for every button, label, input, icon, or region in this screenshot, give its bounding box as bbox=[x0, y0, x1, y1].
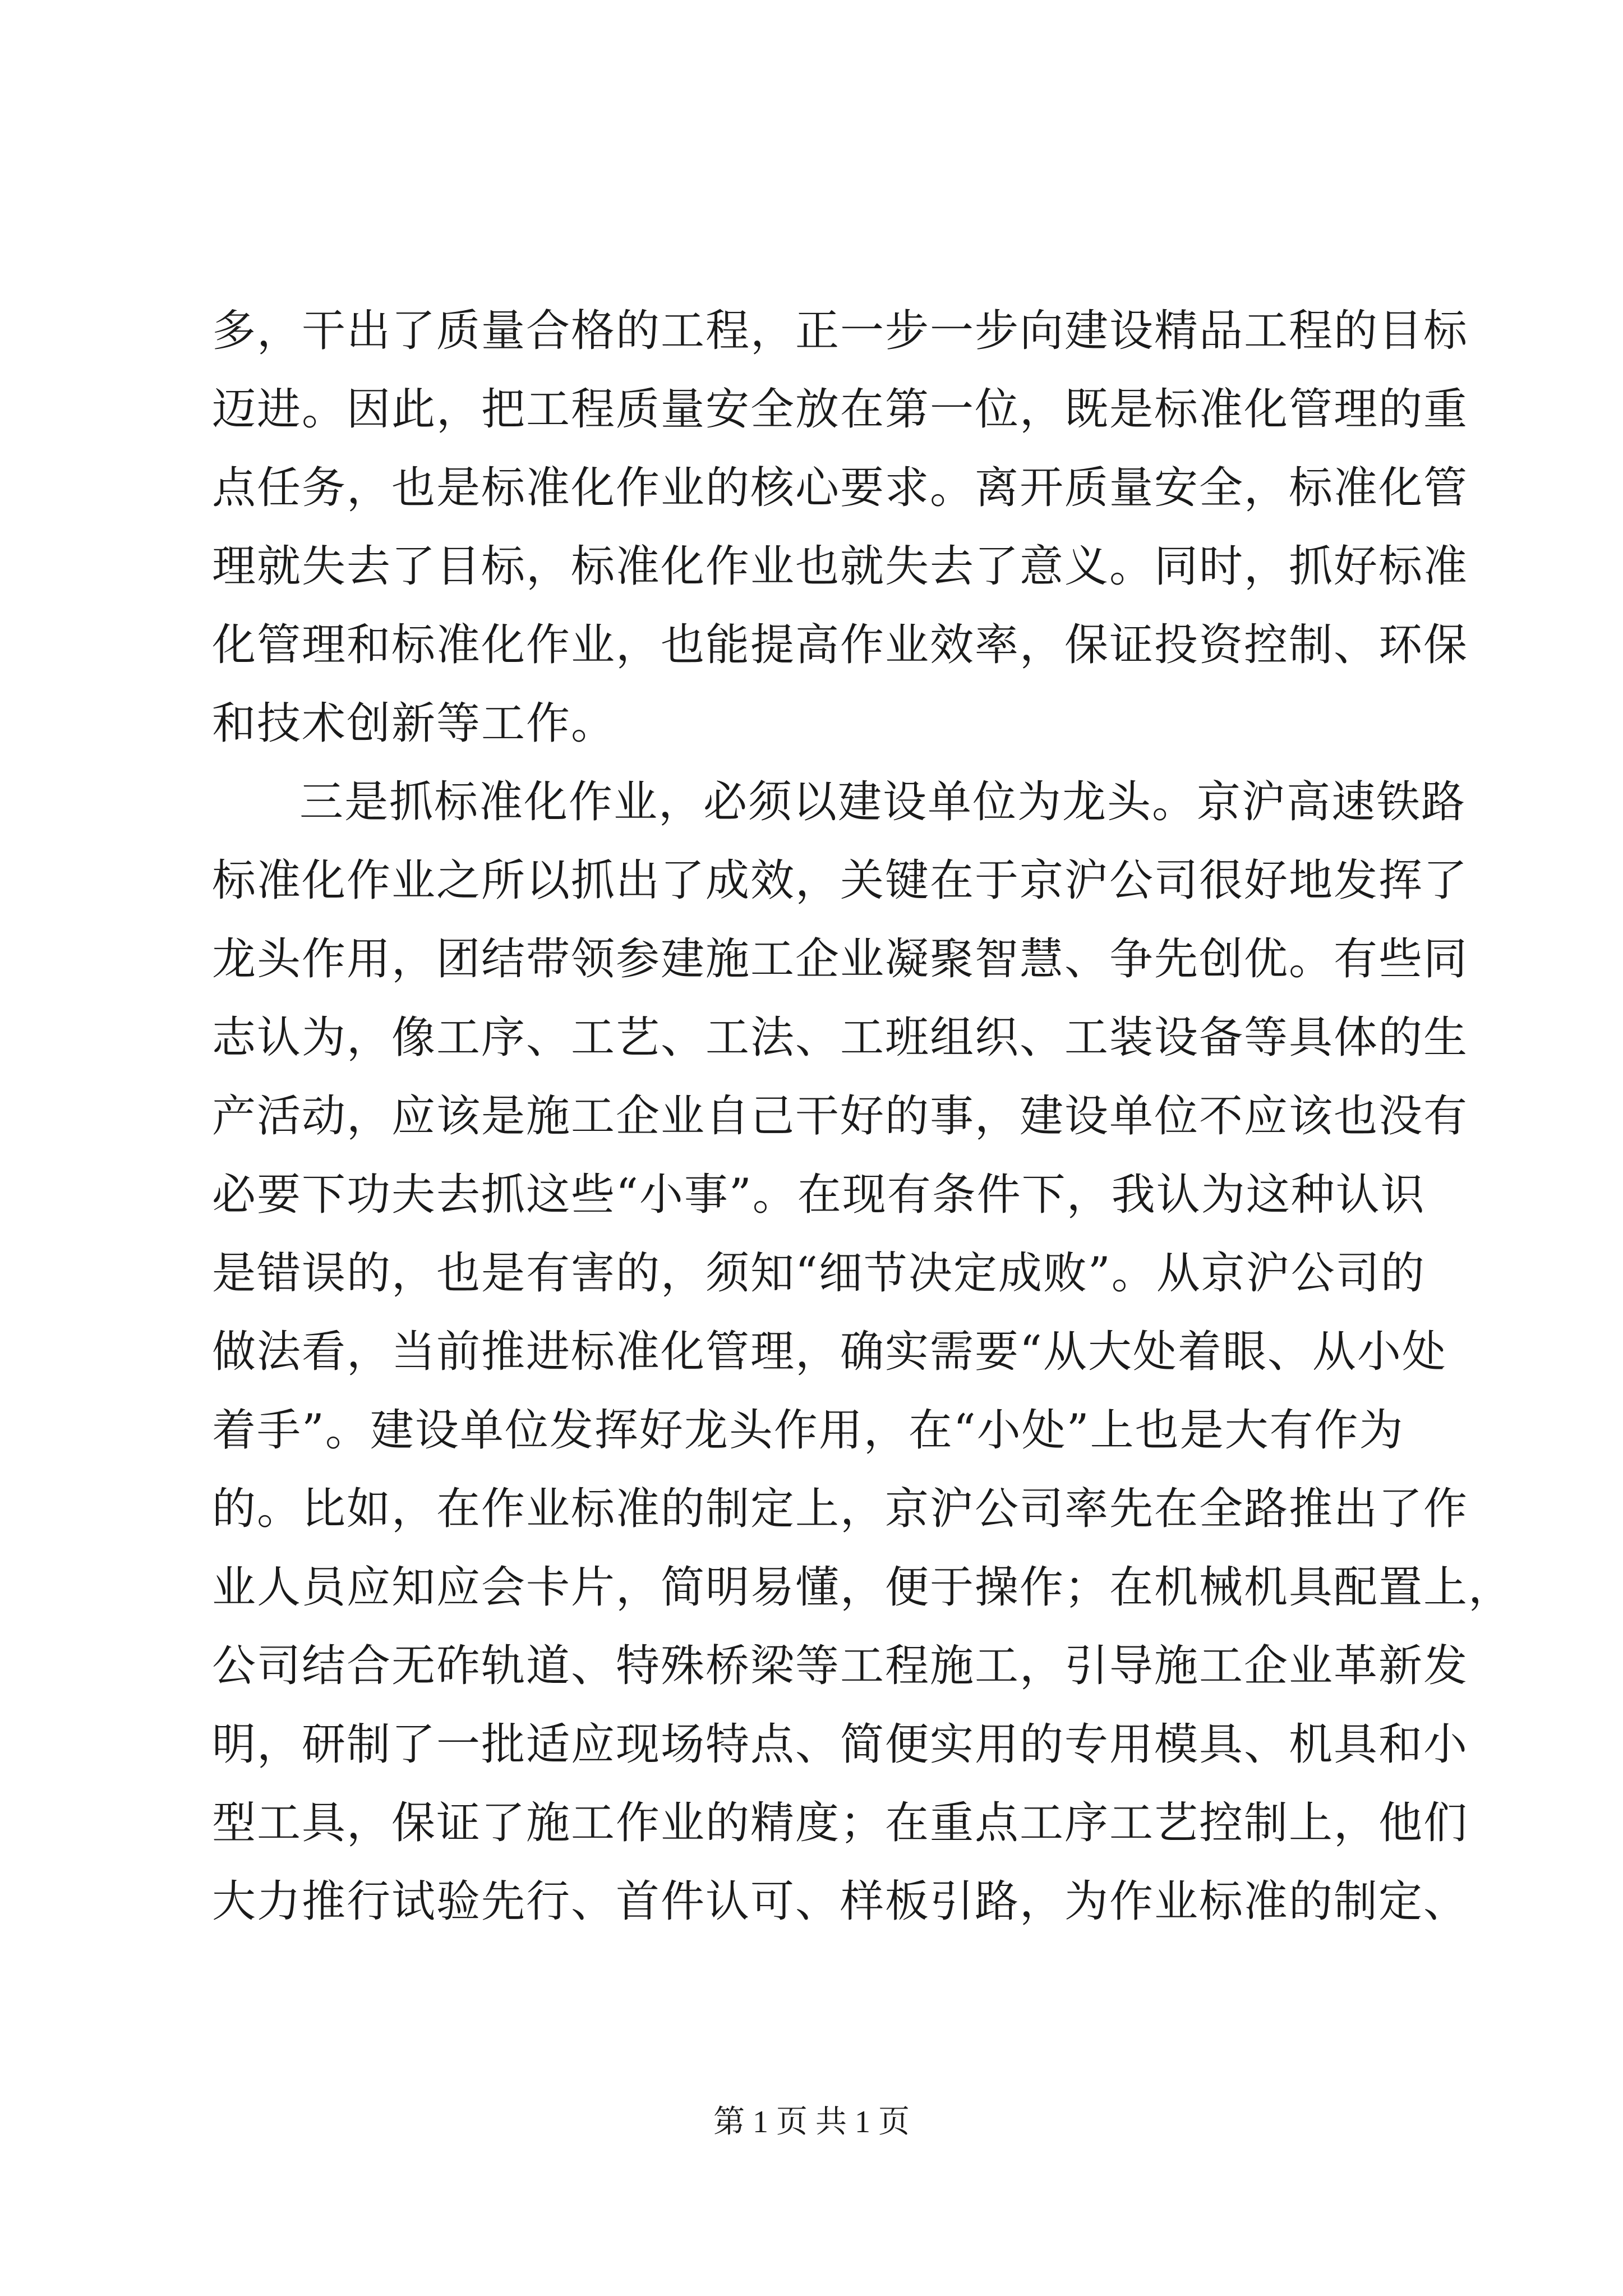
paragraph-line: 公司结合无砟轨道、特殊桥梁等工程施工，引导施工企业革新发 bbox=[212, 1641, 1469, 1691]
paragraph-line: 做法看，当前推进标准化管理，确实需要“从大处着眼、从小处 bbox=[212, 1327, 1447, 1377]
paragraph-line: 理就失去了目标，标准化作业也就失去了意义。同时，抓好标准 bbox=[212, 541, 1469, 592]
paragraph-line: 点任务，也是标准化作业的核心要求。离开质量安全，标准化管 bbox=[212, 463, 1469, 513]
paragraph-line: 必要下功夫去抓这些“小事”。在现有条件下，我认为这种认识 bbox=[212, 1170, 1426, 1220]
paragraph-line-text: 三是抓标准化作业，必须以建设单位为龙头。京沪高速铁路 bbox=[299, 777, 1467, 827]
paragraph-line: 龙头作用，团结带领参建施工企业凝聚智慧、争先创优。有些同 bbox=[212, 934, 1469, 984]
paragraph-line: 的。比如，在作业标准的制定上，京沪公司率先在全路推出了作 bbox=[212, 1484, 1469, 1534]
paragraph-first-line bbox=[212, 774, 1467, 830]
paragraph-line: 多，干出了质量合格的工程，正一步一步向建设精品工程的目标 bbox=[212, 306, 1469, 356]
paragraph-line: 着手”。建设单位发挥好龙头作用，在“小处”上也是大有作为 bbox=[212, 1405, 1404, 1456]
paragraph-line: 型工具，保证了施工作业的精度；在重点工序工艺控制上，他们 bbox=[212, 1798, 1469, 1848]
paragraph-line: 化管理和标准化作业，也能提高作业效率，保证投资控制、环保 bbox=[212, 620, 1469, 670]
paragraph-line: 产活动，应该是施工企业自己干好的事，建设单位不应该也没有 bbox=[212, 1091, 1469, 1142]
paragraph-line: 迈进。因此，把工程质量安全放在第一位，既是标准化管理的重 bbox=[212, 384, 1469, 435]
paragraph-line: 明，研制了一批适应现场特点、简便实用的专用模具、机具和小 bbox=[212, 1719, 1469, 1770]
paragraph-line: 标准化作业之所以抓出了成效，关键在于京沪公司很好地发挥了 bbox=[212, 855, 1469, 906]
paragraph-line: 大力推行试验先行、首件认可、样板引路，为作业标准的制定、 bbox=[212, 1876, 1469, 1927]
paragraph-line: 是错误的，也是有害的，须知“细节决定成败”。从京沪公司的 bbox=[212, 1248, 1426, 1299]
page-footer: 第 1 页 共 1 页 bbox=[713, 2105, 910, 2139]
paragraph-line: 和技术创新等工作。 bbox=[212, 698, 616, 749]
paragraph-line: 志认为，像工序、工艺、工法、工班组织、工装设备等具体的生 bbox=[212, 1013, 1469, 1063]
paragraph-line: 业人员应知应会卡片，简明易懂，便于操作；在机械机具配置上， bbox=[212, 1562, 1514, 1613]
